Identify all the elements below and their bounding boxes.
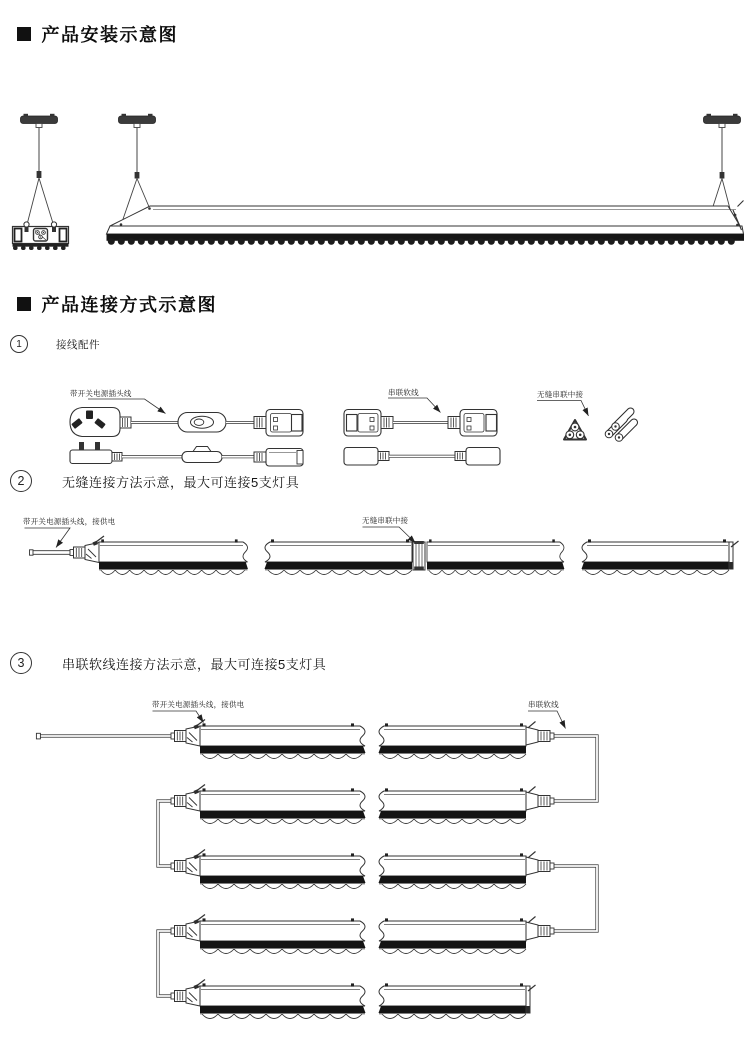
serial-connection-diagram [36, 720, 597, 1019]
circled-number-3: 3 [10, 652, 32, 674]
section-serial-heading [10, 652, 326, 674]
callout-seamless-mid-connector: 无缝串联中接 [362, 516, 409, 525]
installation-title-row [17, 21, 178, 47]
callout-seamless-connector: 无缝串联中接 [537, 390, 584, 399]
seamless-connection-diagram [30, 536, 739, 575]
section-seamless-heading [10, 470, 299, 492]
accessories-diagram [70, 408, 634, 467]
section-seamless-label: 无缝连接方法示意，最大可连接5支灯具 [62, 474, 300, 490]
installation-title: 产品安装示意图 [41, 25, 178, 45]
circled-number-2: 2 [10, 470, 32, 492]
section-serial-label: 串联软线连接方法示意，最大可连接5支灯具 [62, 656, 327, 672]
connection-title: 产品连接方式示意图 [41, 295, 217, 315]
connection-title-row [17, 291, 217, 317]
callout-serial-flex-cable: 串联软线 [528, 700, 559, 709]
circled-number-1: 1 [10, 335, 28, 353]
callout-serial-cable: 串联软线 [388, 388, 419, 397]
section-accessories-heading [10, 335, 100, 353]
bullet-square-icon [17, 27, 31, 41]
section-accessories-label: 接线配件 [56, 338, 100, 351]
callout-seamless-power-cable: 带开关电源插头线，接供电 [23, 517, 116, 526]
callout-serial-power-cable: 带开关电源插头线，接供电 [152, 700, 245, 709]
callout-switch-plug-cable: 带开关电源插头线 [70, 389, 132, 398]
bullet-square-icon [17, 297, 31, 311]
installation-diagram [13, 114, 745, 248]
